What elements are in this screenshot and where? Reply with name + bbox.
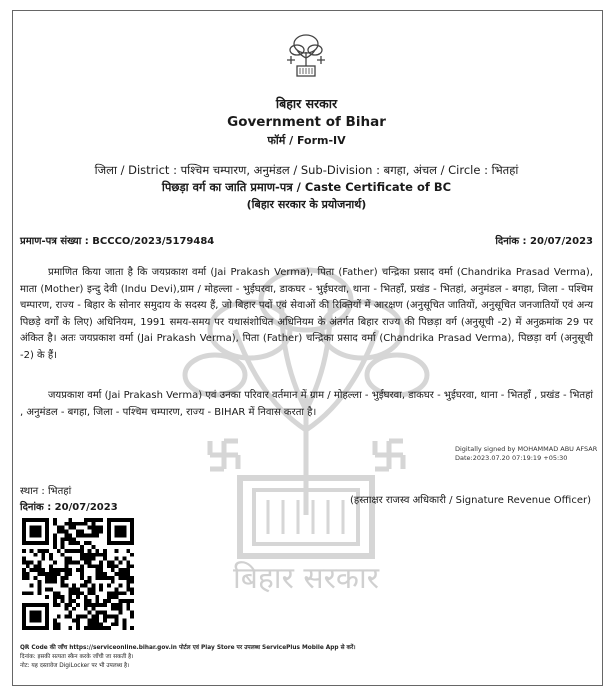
digilocker-note: नोट: यह दस्तावेज DigiLocker पर भी उपलब्ध है।: [20, 663, 130, 669]
govt-title-english: Government of Bihar: [227, 114, 386, 130]
form-number: फॉर्म / Form-IV: [267, 134, 346, 147]
certificate-number: प्रमाण-पत्र संख्या : BCCCO/2023/5179484: [20, 236, 215, 247]
certificate-body-paragraph-2: जयप्रकाश वर्मा (Jai Prakash Verma) एवं उनका परिवार वर्तमान में ग्राम / मोहल्ला - भुईघरवा, डाकघर - भुईघरवा, थाना - भितहाँ , प्रखंड - भितहां , अनुमंडल - बगहा, जिला - पश्चिम चम्पारण, राज्य - BIHAR में निवास करता है।: [20, 390, 593, 418]
issue-date: दिनांक : 20/07/2023: [20, 502, 118, 513]
digital-signature-date: Date:2023.07.20 07:19:19 +05:30: [455, 454, 568, 462]
govt-title-hindi: बिहार सरकार: [275, 96, 338, 111]
digital-signature-signer: Digitally signed by MOHAMMAD ABU AFSAR: [455, 445, 598, 453]
certificate-date: दिनांक : 20/07/2023: [495, 236, 593, 247]
watermark-text: बिहार सरकार: [232, 561, 380, 596]
certificate-title: पिछड़ा वर्ग का जाति प्रमाण-पत्र / Caste Certificate of BC: [161, 180, 452, 194]
validity-note: दिनांक: इसकी सत्यता स्कैन करके जाँची जा सकती है।: [20, 654, 134, 660]
qr-verification-note: QR Code की जाँच https://serviceonline.bihar.gov.in पोर्टल एवं Play Store पर उपलब्ध ServicePlus Mobile App से करें।: [20, 645, 356, 651]
signatory-label: (हस्ताक्षर राजस्व अधिकारी / Signature Revenue Officer): [350, 495, 591, 506]
district-line: जिला / District : पश्चिम चम्पारण, अनुमंडल / Sub-Division : बगहा, अंचल / Circle : भितहां: [94, 163, 519, 177]
issue-place: स्थान : भितहां: [20, 486, 72, 497]
bihar-emblem-icon: [283, 30, 329, 80]
certificate-body-paragraph-1: प्रमाणित किया जाता है कि जयप्रकाश वर्मा (Jai Prakash Verma), पिता (Father) चन्द्रिका प्रसाद वर्मा (Chandrika Prasad Verma), माता (Mother) इन्दु देवी (Indu Devi),ग्राम / मोहल्ला - भुईघरवा, डाकघर - भुईघरवा, थाना - भितहाँ, प्रखंड - भितहां, अनुमंडल - बगहा, जिला - पश्चिम चम्पारण, राज्य - बिहार के सोनार समुदाय के सदस्य हैं, जो बिहार पदों एवं सेवाओं की रिक्तियों में आरक्षण (अनुसूचित जातियों, अनुसूचित जनजातियों एवं अन्य पिछड़े वर्गों के लिए) अधिनियम, 1991 समय-समय पर यथासंशोधित अधिनियम के अंतर्गत बिहार राज्य की पिछड़ा वर्ग (अनुसूची -2) में अनुक्रमांक 29 पर अंकित है। अतः जयप्रकाश वर्मा (Jai Prakash Verma), पिता (Father) चन्द्रिका प्रसाद वर्मा (Chandrika Prasad Verma), पिछड़ा वर्ग (अनुसूची -2) के हैं।: [20, 267, 593, 361]
digital-signature: [455, 445, 597, 463]
qr-code-icon: [22, 518, 134, 630]
certificate-purpose: (बिहार सरकार के प्रयोजनार्थ): [246, 198, 367, 211]
